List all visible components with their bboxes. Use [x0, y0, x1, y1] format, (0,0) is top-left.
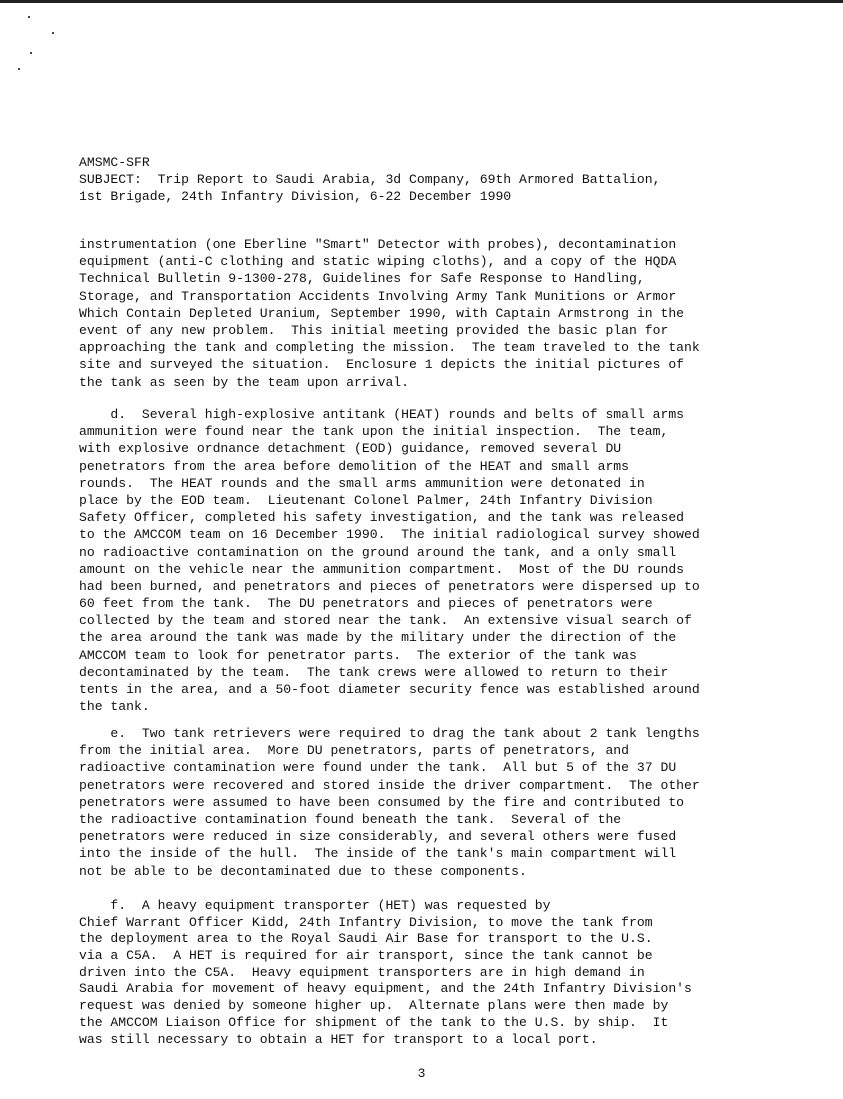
text-line: d. Several high-explosive antitank (HEAT) rounds and belts of small arms — [79, 407, 685, 422]
scan-speck — [30, 52, 32, 54]
text-line: the deployment area to the Royal Saudi Air Base for transport to the U.S. — [79, 931, 653, 947]
paragraph-d — [79, 406, 700, 715]
scan-speck — [52, 32, 54, 34]
text-line: the tank. — [79, 699, 150, 715]
text-line: 60 feet from the tank. The DU penetrators and pieces of penetrators were — [79, 596, 653, 612]
text-line: event of any new problem. This initial meeting provided the basic plan for — [79, 322, 669, 338]
text-line: Safety Officer, completed his safety investigation, and the tank was released — [79, 510, 685, 526]
text-line: driven into the C5A. Heavy equipment transporters are in high demand in — [79, 964, 645, 980]
text-line: f. A heavy equipment transporter (HET) was requested by — [79, 898, 551, 913]
text-line: via a C5A. A HET is required for air transport, since the tank cannot be — [79, 948, 653, 964]
paragraph-e — [79, 725, 700, 880]
text-line: Technical Bulletin 9-1300-278, Guidelines for Safe Response to Handling, — [79, 271, 645, 287]
scan-speck — [28, 16, 30, 18]
subject-line-2: 1st Brigade, 24th Infantry Division, 6-22 December 1990 — [79, 189, 512, 204]
text-line: equipment (anti-C clothing and static wiping cloths), and a copy of the HQDA — [79, 254, 677, 270]
text-line: from the initial area. More DU penetrators, parts of penetrators, and — [79, 743, 630, 759]
text-line: tents in the area, and a 50-foot diameter security fence was established around — [79, 682, 700, 697]
text-line: not be able to be decontaminated due to these components. — [79, 863, 527, 879]
text-line: radioactive contamination were found under the tank. All but 5 of the 37 DU — [79, 760, 677, 776]
text-line: Chief Warrant Officer Kidd, 24th Infantry Division, to move the tank from — [79, 914, 653, 930]
paragraph-continued — [79, 236, 700, 391]
text-line: decontaminated by the team. The tank crews were allowed to return to their — [79, 664, 669, 680]
text-line: the AMCCOM Liaison Office for shipment of the tank to the U.S. by ship. It — [79, 1014, 669, 1030]
text-line: no radioactive contamination on the ground around the tank, and a only small — [79, 544, 677, 560]
text-line: with explosive ordnance detachment (EOD) guidance, removed several DU — [79, 441, 622, 457]
page-number: 3 — [417, 1066, 426, 1081]
paragraph-f — [79, 898, 692, 1048]
text-line: penetrators were recovered and stored inside the driver compartment. The other — [79, 777, 700, 793]
scan-speck — [18, 68, 20, 70]
text-line: AMCCOM team to look for penetrator parts. The exterior of the tank was — [79, 647, 637, 663]
text-line: rounds. The HEAT rounds and the small arms ammunition were detonated in — [79, 475, 645, 491]
text-line: approaching the tank and completing the mission. The team traveled to the tank — [79, 340, 700, 356]
text-line: place by the EOD team. Lieutenant Colonel Palmer, 24th Infantry Division — [79, 492, 653, 508]
office-symbol: AMSMC-SFR — [79, 155, 150, 170]
memo-header — [79, 154, 660, 205]
text-line: the radioactive contamination found beneath the tank. Several of the — [79, 811, 622, 827]
subject-line-1: SUBJECT: Trip Report to Saudi Arabia, 3d Company, 69th Armored Battalion, — [79, 172, 661, 187]
text-line: penetrators were reduced in size considerably, and several others were fused — [79, 829, 677, 845]
text-line: had been burned, and penetrators and pieces of penetrators were dispersed up to — [79, 578, 700, 594]
text-line: ammunition were found near the tank upon the initial inspection. The team, — [79, 424, 669, 440]
text-line: site and surveyed the situation. Enclosure 1 depicts the initial pictures of — [79, 357, 685, 373]
text-line: penetrators from the area before demolition of the HEAT and small arms — [79, 458, 630, 474]
scan-edge — [0, 0, 843, 3]
text-line: request was denied by someone higher up. Alternate plans were then made by — [79, 998, 669, 1014]
text-line: collected by the team and stored near the tank. An extensive visual search of — [79, 613, 692, 629]
text-line: Storage, and Transportation Accidents Involving Army Tank Munitions or Armor — [79, 288, 677, 304]
text-line: to the AMCCOM team on 16 December 1990. The initial radiological survey showed — [79, 527, 700, 543]
text-line: amount on the vehicle near the ammunition compartment. Most of the DU rounds — [79, 561, 685, 577]
text-line: was still necessary to obtain a HET for transport to a local port. — [79, 1031, 598, 1047]
text-line: into the inside of the hull. The inside of the tank's main compartment will — [79, 846, 677, 862]
text-line: e. Two tank retrievers were required to drag the tank about 2 tank lengths — [79, 726, 700, 741]
text-line: penetrators were assumed to have been consumed by the fire and contributed to — [79, 794, 685, 810]
text-line: Which Contain Depleted Uranium, September 1990, with Captain Armstrong in the — [79, 305, 685, 321]
text-line: Saudi Arabia for movement of heavy equipment, and the 24th Infantry Division's — [79, 981, 692, 997]
text-line: instrumentation (one Eberline "Smart" Detector with probes), decontamination — [79, 237, 677, 252]
text-line: the tank as seen by the team upon arrival. — [79, 374, 410, 390]
text-line: the area around the tank was made by the military under the direction of the — [79, 630, 677, 646]
